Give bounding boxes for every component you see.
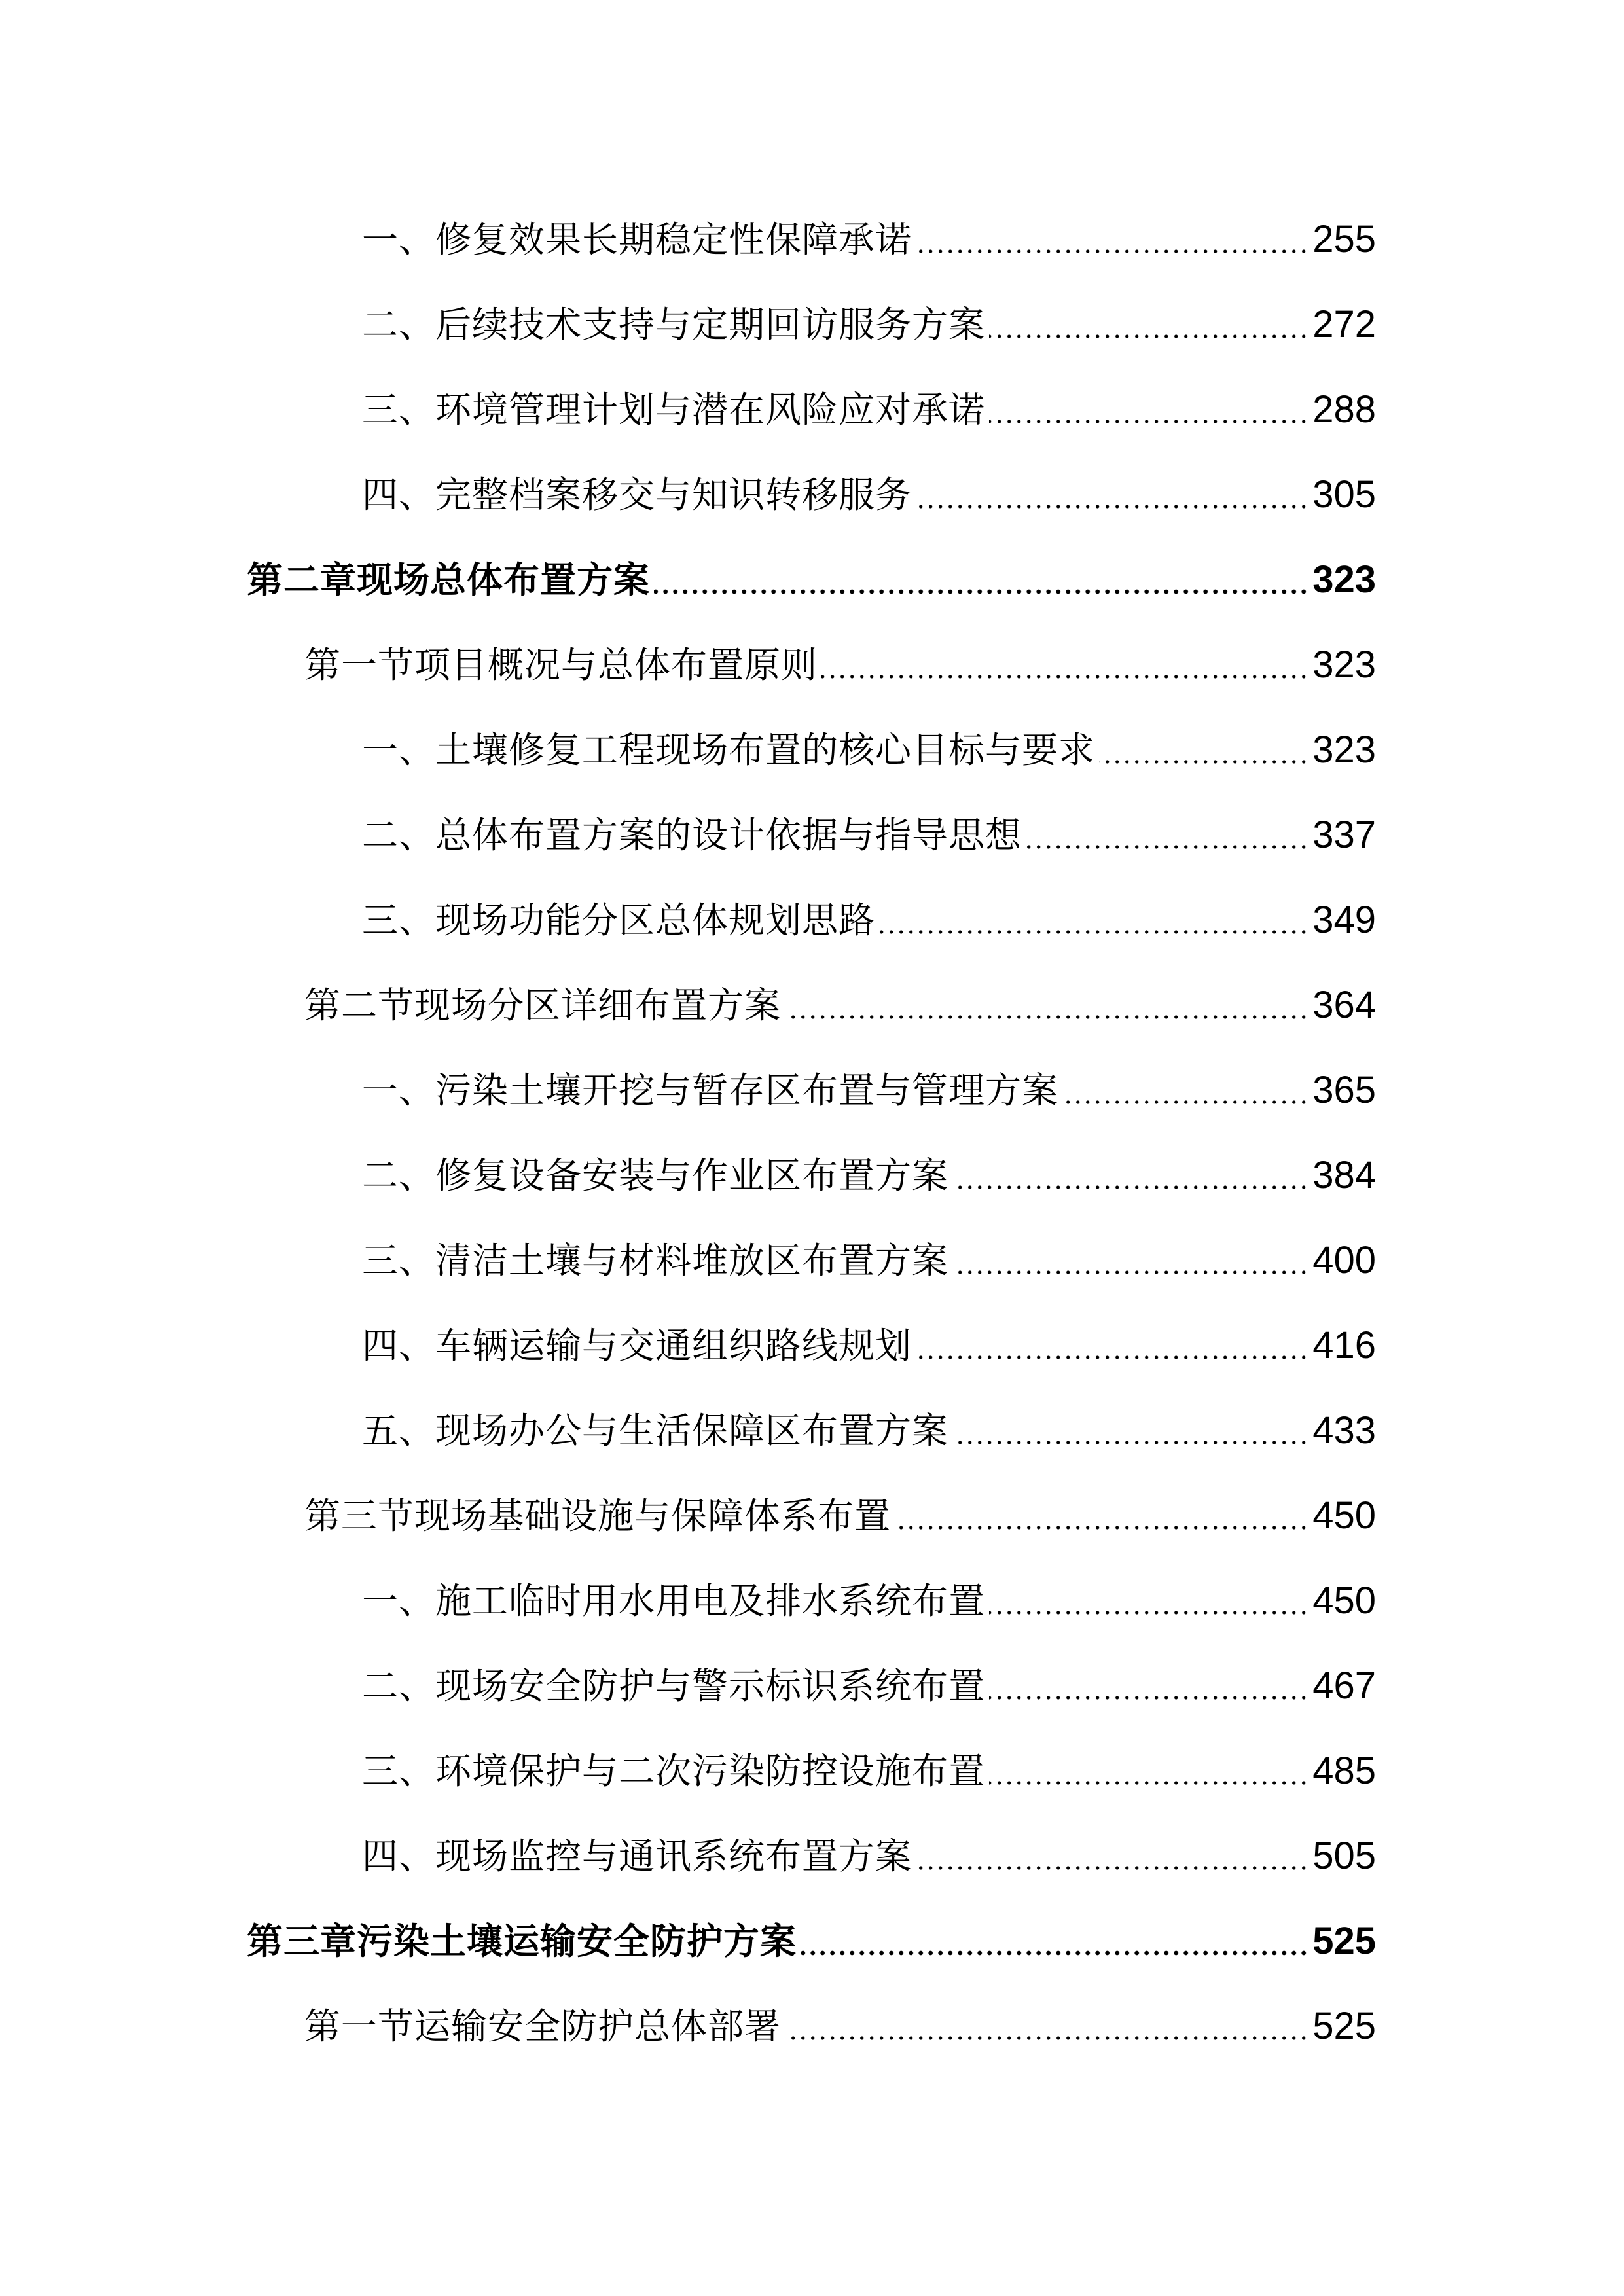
toc-entry-page: 525: [1312, 1920, 1376, 1962]
toc-entry[interactable]: [362, 1324, 1376, 1367]
toc-entry-title: 第三节现场基础设施与保障体系布置: [304, 1495, 892, 1537]
toc-entry-page: 323: [1312, 643, 1376, 686]
toc-entry-title: 第一节运输安全防护总体部署: [304, 2005, 782, 2047]
toc-entry-page: 337: [1312, 814, 1376, 856]
toc-entry-page: 272: [1312, 303, 1376, 346]
toc-entry[interactable]: [362, 218, 1376, 261]
toc-entry[interactable]: [362, 1239, 1376, 1282]
toc-entry-page: 323: [1312, 728, 1376, 771]
toc-entry-page: 433: [1312, 1409, 1376, 1452]
toc-entry-page: 288: [1312, 388, 1376, 431]
dot-leader: [952, 1439, 1308, 1446]
toc-entry-page: 485: [1312, 1749, 1376, 1792]
toc-entry-page: 525: [1312, 2005, 1376, 2047]
dot-leader: [654, 588, 1308, 595]
toc-entry-page: 384: [1312, 1154, 1376, 1196]
dot-leader: [952, 1184, 1308, 1191]
toc-entry-page: 349: [1312, 899, 1376, 941]
toc-entry-title: 第二节现场分区详细布置方案: [304, 984, 782, 1026]
toc-entry-title: 二、后续技术支持与定期回访服务方案: [362, 304, 986, 346]
dot-leader: [952, 1269, 1308, 1276]
dot-leader: [801, 1950, 1308, 1956]
toc-entry-page: 467: [1312, 1664, 1376, 1707]
toc-entry-title: 一、修复效果长期稳定性保障承诺: [362, 219, 912, 260]
toc-entry[interactable]: [362, 899, 1376, 942]
toc-entry[interactable]: [362, 473, 1376, 516]
toc-entry-page: 400: [1312, 1239, 1376, 1282]
toc-entry[interactable]: [362, 1749, 1376, 1793]
toc-entry[interactable]: [362, 1154, 1376, 1197]
toc-entry-page: 450: [1312, 1494, 1376, 1537]
dot-leader: [821, 673, 1308, 680]
toc-entry-title: 二、总体布置方案的设计依据与指导思想: [362, 814, 1022, 856]
dot-leader: [785, 1014, 1308, 1020]
toc-entry[interactable]: [362, 1409, 1376, 1452]
toc-entry-title: 三、现场功能分区总体规划思路: [362, 899, 876, 941]
toc-entry-title: 第三章污染土壤运输安全防护方案: [247, 1920, 797, 1962]
toc-entry[interactable]: [362, 1664, 1376, 1708]
toc-entry-title: 第二章现场总体布置方案: [247, 559, 651, 601]
dot-leader: [989, 1780, 1308, 1786]
toc-entry-title: 三、环境管理计划与潜在风险应对承诺: [362, 389, 986, 431]
dot-leader: [895, 1524, 1308, 1531]
toc-entry-title: 第一节项目概况与总体布置原则: [304, 644, 818, 686]
toc-entry[interactable]: [362, 1579, 1376, 1623]
dot-leader: [1099, 759, 1308, 765]
toc-entry[interactable]: [362, 814, 1376, 857]
toc-entry[interactable]: [362, 1835, 1376, 1878]
toc-entry-title: 三、环境保护与二次污染防控设施布置: [362, 1750, 986, 1792]
toc-entry-title: 四、完整档案移交与知识转移服务: [362, 474, 912, 516]
toc-entry[interactable]: [362, 388, 1376, 431]
toc-entry-page: 305: [1312, 473, 1376, 516]
toc-entry[interactable]: [362, 1069, 1376, 1112]
toc-chapter-entry[interactable]: [247, 558, 1376, 601]
toc-entry-title: 四、车辆运输与交通组织路线规划: [362, 1325, 912, 1367]
dot-leader: [916, 1354, 1308, 1361]
toc-section-entry[interactable]: [304, 2005, 1376, 2048]
toc-chapter-entry[interactable]: [247, 1920, 1376, 1963]
toc-section-entry[interactable]: [304, 984, 1376, 1027]
toc-entry[interactable]: [362, 728, 1376, 772]
toc-entry-page: 450: [1312, 1579, 1376, 1622]
toc-entry-title: 二、修复设备安装与作业区布置方案: [362, 1155, 949, 1196]
toc-entry-title: 三、清洁土壤与材料堆放区布置方案: [362, 1240, 949, 1282]
dot-leader: [916, 503, 1308, 510]
dot-leader: [785, 2035, 1308, 2041]
toc-entry-title: 一、污染土壤开挖与暂存区布置与管理方案: [362, 1069, 1059, 1111]
toc-entry-title: 二、现场安全防护与警示标识系统布置: [362, 1665, 986, 1707]
toc-entry-page: 255: [1312, 218, 1376, 260]
toc-entry-title: 一、土壤修复工程现场布置的核心目标与要求: [362, 729, 1096, 771]
dot-leader: [916, 1865, 1308, 1871]
toc-entry-page: 416: [1312, 1324, 1376, 1367]
dot-leader: [989, 1609, 1308, 1616]
dot-leader: [879, 929, 1308, 935]
dot-leader: [916, 248, 1308, 255]
dot-leader: [989, 418, 1308, 425]
dot-leader: [1026, 844, 1308, 850]
dot-leader: [989, 333, 1308, 340]
toc-entry-page: 505: [1312, 1835, 1376, 1877]
toc-section-entry[interactable]: [304, 1494, 1376, 1537]
toc-entry-title: 四、现场监控与通讯系统布置方案: [362, 1835, 912, 1877]
toc-entry-title: 五、现场办公与生活保障区布置方案: [362, 1410, 949, 1452]
toc-entry-title: 一、施工临时用水用电及排水系统布置: [362, 1580, 986, 1622]
toc-section-entry[interactable]: [304, 643, 1376, 687]
toc-entry-page: 364: [1312, 984, 1376, 1026]
toc-entry-page: 323: [1312, 558, 1376, 601]
dot-leader: [1062, 1099, 1308, 1105]
toc-entry[interactable]: [362, 303, 1376, 346]
dot-leader: [989, 1695, 1308, 1701]
toc-entry-page: 365: [1312, 1069, 1376, 1111]
